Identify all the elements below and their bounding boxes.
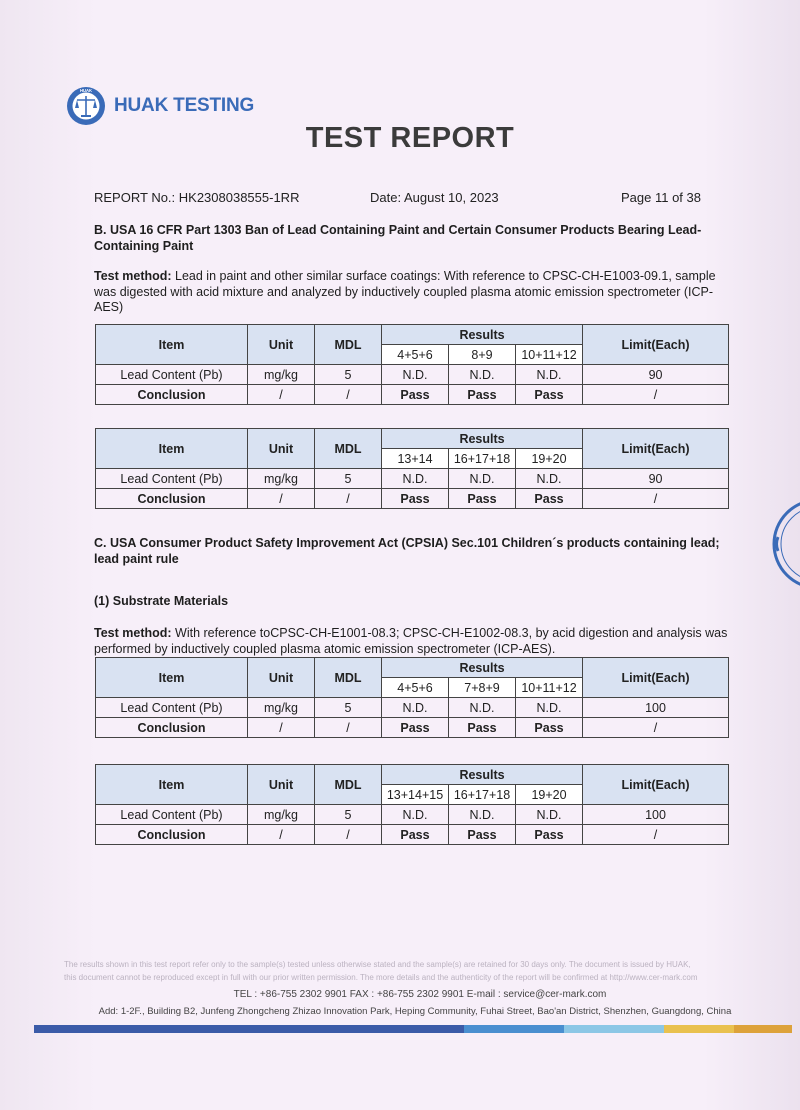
row-unit: mg/kg bbox=[248, 805, 315, 825]
footer-contact: TEL : +86-755 2302 9901 FAX : +86-755 2302 9901 E-mail : service@cer-mark.com bbox=[233, 989, 607, 1000]
header-mdl: MDL bbox=[315, 325, 382, 365]
table-row bbox=[96, 698, 729, 718]
row-result: N.D. bbox=[449, 698, 516, 718]
row-limit: / bbox=[583, 489, 729, 509]
sample-group-header: 7+8+9 bbox=[449, 678, 516, 698]
row-limit: 90 bbox=[583, 365, 729, 385]
footer-disclaimer bbox=[64, 958, 764, 984]
section-c-heading: C. USA Consumer Product Safety Improvement Act (CPSIA) Sec.101 Children´s products containing lead; lead paint rule bbox=[94, 536, 720, 566]
row-limit: / bbox=[583, 385, 729, 405]
section-b-test-method bbox=[94, 269, 734, 316]
method-label: Test method: bbox=[94, 269, 172, 283]
table-row bbox=[96, 365, 729, 385]
results-table-2 bbox=[95, 428, 729, 509]
row-result: Pass bbox=[449, 489, 516, 509]
row-result: N.D. bbox=[516, 698, 583, 718]
row-result: N.D. bbox=[516, 365, 583, 385]
row-result: N.D. bbox=[449, 469, 516, 489]
row-limit: / bbox=[583, 718, 729, 738]
logo-ring-text: HUAK bbox=[79, 88, 93, 94]
company-logo bbox=[66, 86, 254, 126]
footer-color-bar bbox=[34, 1025, 792, 1033]
header-unit: Unit bbox=[248, 325, 315, 365]
method-label: Test method: bbox=[94, 626, 172, 640]
table-row bbox=[96, 385, 729, 405]
row-unit: mg/kg bbox=[248, 698, 315, 718]
header-unit: Unit bbox=[248, 658, 315, 698]
table-header-row bbox=[96, 658, 729, 678]
table-row bbox=[96, 489, 729, 509]
row-item: Lead Content (Pb) bbox=[96, 469, 248, 489]
results-table-4 bbox=[95, 764, 729, 845]
page-title: TEST REPORT bbox=[305, 122, 515, 154]
sample-group-header: 19+20 bbox=[516, 785, 583, 805]
sample-group-header: 13+14+15 bbox=[382, 785, 449, 805]
row-unit: / bbox=[248, 489, 315, 509]
disclaimer-line-1: The results shown in this test report refer only to the sample(s) tested unless otherwise stated and the sample(s) are retained for 30 days only. The document is issued by HUAK, bbox=[64, 960, 691, 969]
header-item: Item bbox=[96, 765, 248, 805]
table-header-row bbox=[96, 765, 729, 785]
sample-group-header: 10+11+12 bbox=[516, 678, 583, 698]
row-result: Pass bbox=[516, 385, 583, 405]
row-unit: mg/kg bbox=[248, 365, 315, 385]
header-mdl: MDL bbox=[315, 429, 382, 469]
header-results: Results bbox=[382, 325, 583, 345]
results-table-3 bbox=[95, 657, 729, 738]
table-row bbox=[96, 825, 729, 845]
sample-group-header: 4+5+6 bbox=[382, 345, 449, 365]
report-date: Date: August 10, 2023 bbox=[370, 190, 499, 205]
color-bar-segment bbox=[734, 1025, 792, 1033]
header-unit: Unit bbox=[248, 429, 315, 469]
row-result: Pass bbox=[516, 825, 583, 845]
method-text: Lead in paint and other similar surface coatings: With reference to CPSC-CH-E1003-09.1, sample was digested with acid mixture and analyzed by inductively coupled plasma atomic emission spectrometer (ICP-AES) bbox=[94, 269, 716, 314]
disclaimer-line-2: this document cannot be reproduced except in full with our prior written permission. The more details and the authenticity of the report will be confirmed at http://www.cer-mark.com bbox=[64, 973, 698, 982]
color-bar-segment bbox=[34, 1025, 464, 1033]
header-item: Item bbox=[96, 325, 248, 365]
row-mdl: / bbox=[315, 385, 382, 405]
row-mdl: 5 bbox=[315, 805, 382, 825]
page-number: Page 11 of 38 bbox=[621, 190, 701, 205]
footer-address: Add: 1-2F., Building B2, Junfeng Zhongcheng Zhizao Innovation Park, Heping Community, Fuhai Street, Bao'an District, Shenzhen, Guangdong, China bbox=[98, 1006, 732, 1017]
sample-group-header: 16+17+18 bbox=[449, 449, 516, 469]
table-header-row bbox=[96, 429, 729, 449]
header-results: Results bbox=[382, 765, 583, 785]
row-unit: / bbox=[248, 825, 315, 845]
row-result: Pass bbox=[382, 718, 449, 738]
row-mdl: / bbox=[315, 489, 382, 509]
color-bar-segment bbox=[564, 1025, 664, 1033]
row-item: Conclusion bbox=[96, 718, 248, 738]
row-limit: 100 bbox=[583, 698, 729, 718]
certification-seal-icon bbox=[770, 497, 800, 591]
row-result: N.D. bbox=[516, 805, 583, 825]
row-result: N.D. bbox=[382, 469, 449, 489]
results-table-1 bbox=[95, 324, 729, 405]
row-result: Pass bbox=[449, 385, 516, 405]
header-limit: Limit(Each) bbox=[583, 765, 729, 805]
company-name: HUAK TESTING bbox=[114, 95, 255, 116]
row-result: Pass bbox=[382, 825, 449, 845]
row-result: Pass bbox=[449, 718, 516, 738]
row-unit: mg/kg bbox=[248, 469, 315, 489]
header-results: Results bbox=[382, 658, 583, 678]
row-item: Conclusion bbox=[96, 825, 248, 845]
report-number: REPORT No.: HK2308038555-1RR bbox=[94, 190, 300, 205]
row-unit: / bbox=[248, 385, 315, 405]
row-result: N.D. bbox=[449, 365, 516, 385]
row-result: Pass bbox=[449, 825, 516, 845]
row-item: Conclusion bbox=[96, 385, 248, 405]
row-result: Pass bbox=[382, 489, 449, 509]
row-unit: / bbox=[248, 718, 315, 738]
row-mdl: / bbox=[315, 718, 382, 738]
method-text: With reference toCPSC-CH-E1001-08.3; CPSC-CH-E1002-08.3, by acid digestion and analysis was performed by inductively coupled plasma atomic emission spectrometer (ICP-AES). bbox=[94, 626, 728, 656]
row-item: Conclusion bbox=[96, 489, 248, 509]
table-row bbox=[96, 805, 729, 825]
row-mdl: / bbox=[315, 825, 382, 845]
header-item: Item bbox=[96, 658, 248, 698]
row-result: N.D. bbox=[382, 365, 449, 385]
section-b-heading: B. USA 16 CFR Part 1303 Ban of Lead Containing Paint and Certain Consumer Products Bearing Lead- Containing Paint bbox=[94, 223, 702, 253]
header-mdl: MDL bbox=[315, 658, 382, 698]
row-mdl: 5 bbox=[315, 469, 382, 489]
row-result: N.D. bbox=[516, 469, 583, 489]
sample-group-header: 8+9 bbox=[449, 345, 516, 365]
row-result: Pass bbox=[382, 385, 449, 405]
row-limit: 100 bbox=[583, 805, 729, 825]
row-mdl: 5 bbox=[315, 698, 382, 718]
sample-group-header: 13+14 bbox=[382, 449, 449, 469]
row-result: N.D. bbox=[449, 805, 516, 825]
row-limit: 90 bbox=[583, 469, 729, 489]
table-row bbox=[96, 469, 729, 489]
header-item: Item bbox=[96, 429, 248, 469]
row-limit: / bbox=[583, 825, 729, 845]
row-result: N.D. bbox=[382, 698, 449, 718]
header-limit: Limit(Each) bbox=[583, 325, 729, 365]
sample-group-header: 19+20 bbox=[516, 449, 583, 469]
header-limit: Limit(Each) bbox=[583, 658, 729, 698]
sample-group-header: 4+5+6 bbox=[382, 678, 449, 698]
header-limit: Limit(Each) bbox=[583, 429, 729, 469]
header-mdl: MDL bbox=[315, 765, 382, 805]
substrate-materials-heading: (1) Substrate Materials bbox=[94, 594, 229, 608]
table-row bbox=[96, 718, 729, 738]
header-results: Results bbox=[382, 429, 583, 449]
color-bar-segment bbox=[664, 1025, 734, 1033]
row-mdl: 5 bbox=[315, 365, 382, 385]
color-bar-segment bbox=[464, 1025, 564, 1033]
row-item: Lead Content (Pb) bbox=[96, 365, 248, 385]
row-result: Pass bbox=[516, 718, 583, 738]
row-item: Lead Content (Pb) bbox=[96, 698, 248, 718]
header-unit: Unit bbox=[248, 765, 315, 805]
table-header-row bbox=[96, 325, 729, 345]
row-result: N.D. bbox=[382, 805, 449, 825]
sample-group-header: 16+17+18 bbox=[449, 785, 516, 805]
row-result: Pass bbox=[516, 489, 583, 509]
sample-group-header: 10+11+12 bbox=[516, 345, 583, 365]
section-c-test-method bbox=[94, 626, 734, 657]
row-item: Lead Content (Pb) bbox=[96, 805, 248, 825]
scales-logo-icon bbox=[66, 86, 106, 126]
